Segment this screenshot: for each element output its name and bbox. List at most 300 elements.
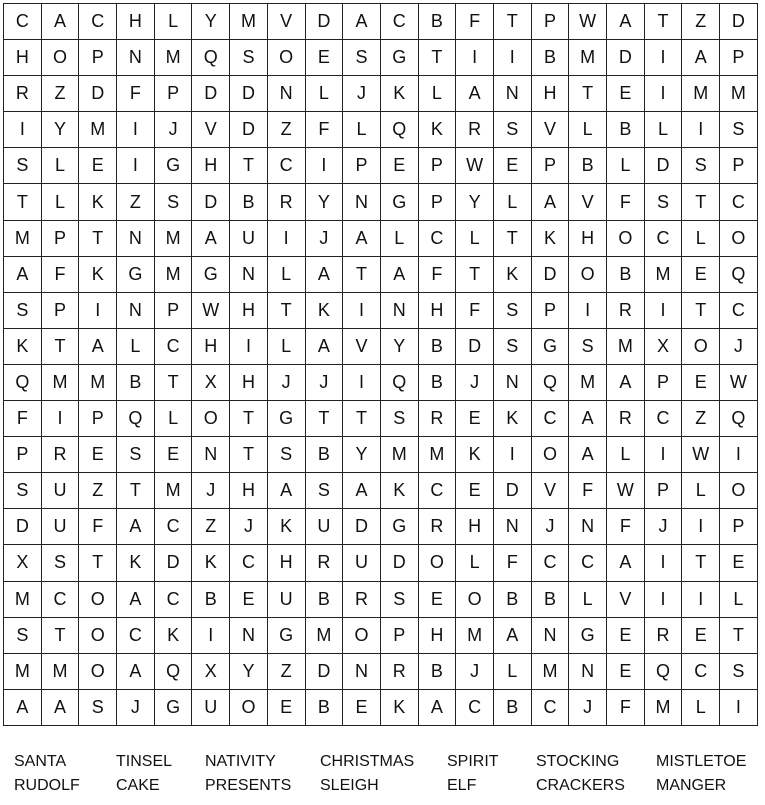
- grid-cell[interactable]: M: [569, 365, 607, 401]
- grid-cell[interactable]: N: [230, 618, 268, 654]
- grid-cell[interactable]: S: [494, 329, 532, 365]
- grid-cell[interactable]: J: [192, 473, 230, 509]
- grid-cell[interactable]: O: [79, 618, 117, 654]
- grid-cell[interactable]: Y: [192, 4, 230, 40]
- grid-cell[interactable]: N: [494, 365, 532, 401]
- grid-cell[interactable]: E: [268, 690, 306, 726]
- grid-cell[interactable]: C: [419, 221, 457, 257]
- grid-cell[interactable]: A: [532, 184, 570, 220]
- grid-cell[interactable]: P: [419, 148, 457, 184]
- grid-cell[interactable]: M: [4, 221, 42, 257]
- grid-cell[interactable]: M: [42, 365, 80, 401]
- grid-cell[interactable]: H: [230, 365, 268, 401]
- grid-cell[interactable]: V: [532, 473, 570, 509]
- grid-cell[interactable]: Q: [532, 365, 570, 401]
- grid-cell[interactable]: K: [192, 545, 230, 581]
- grid-cell[interactable]: G: [381, 40, 419, 76]
- grid-cell[interactable]: I: [569, 293, 607, 329]
- grid-cell[interactable]: M: [155, 221, 193, 257]
- grid-cell[interactable]: F: [4, 401, 42, 437]
- grid-cell[interactable]: F: [607, 690, 645, 726]
- grid-cell[interactable]: H: [117, 4, 155, 40]
- grid-cell[interactable]: S: [4, 473, 42, 509]
- grid-cell[interactable]: M: [155, 473, 193, 509]
- grid-cell[interactable]: C: [381, 4, 419, 40]
- grid-cell[interactable]: B: [419, 4, 457, 40]
- grid-cell[interactable]: A: [306, 329, 344, 365]
- grid-cell[interactable]: C: [456, 690, 494, 726]
- grid-cell[interactable]: S: [494, 293, 532, 329]
- grid-cell[interactable]: Q: [155, 654, 193, 690]
- grid-cell[interactable]: I: [230, 329, 268, 365]
- grid-cell[interactable]: X: [4, 545, 42, 581]
- grid-cell[interactable]: E: [607, 654, 645, 690]
- grid-cell[interactable]: I: [42, 401, 80, 437]
- grid-cell[interactable]: L: [645, 112, 683, 148]
- grid-cell[interactable]: T: [682, 545, 720, 581]
- grid-cell[interactable]: A: [117, 509, 155, 545]
- grid-cell[interactable]: A: [569, 401, 607, 437]
- grid-cell[interactable]: A: [682, 40, 720, 76]
- grid-cell[interactable]: C: [268, 148, 306, 184]
- grid-cell[interactable]: Q: [381, 112, 419, 148]
- grid-cell[interactable]: S: [117, 437, 155, 473]
- grid-cell[interactable]: R: [4, 76, 42, 112]
- grid-cell[interactable]: S: [720, 112, 758, 148]
- grid-cell[interactable]: K: [155, 618, 193, 654]
- grid-cell[interactable]: W: [569, 4, 607, 40]
- grid-cell[interactable]: D: [192, 76, 230, 112]
- grid-cell[interactable]: X: [192, 365, 230, 401]
- grid-cell[interactable]: L: [569, 582, 607, 618]
- grid-cell[interactable]: P: [419, 184, 457, 220]
- grid-cell[interactable]: A: [607, 545, 645, 581]
- grid-cell[interactable]: E: [79, 437, 117, 473]
- grid-cell[interactable]: R: [645, 618, 683, 654]
- grid-cell[interactable]: V: [268, 4, 306, 40]
- grid-cell[interactable]: M: [569, 40, 607, 76]
- grid-cell[interactable]: N: [381, 293, 419, 329]
- grid-cell[interactable]: R: [381, 654, 419, 690]
- grid-cell[interactable]: B: [306, 437, 344, 473]
- grid-cell[interactable]: K: [79, 184, 117, 220]
- grid-cell[interactable]: S: [42, 545, 80, 581]
- grid-cell[interactable]: J: [117, 690, 155, 726]
- grid-cell[interactable]: T: [494, 221, 532, 257]
- grid-cell[interactable]: B: [306, 582, 344, 618]
- grid-cell[interactable]: P: [720, 148, 758, 184]
- grid-cell[interactable]: M: [4, 654, 42, 690]
- grid-cell[interactable]: W: [682, 437, 720, 473]
- grid-cell[interactable]: R: [419, 401, 457, 437]
- grid-cell[interactable]: Q: [645, 654, 683, 690]
- grid-cell[interactable]: E: [682, 257, 720, 293]
- grid-cell[interactable]: B: [569, 148, 607, 184]
- grid-cell[interactable]: L: [155, 401, 193, 437]
- grid-cell[interactable]: H: [230, 293, 268, 329]
- grid-cell[interactable]: A: [381, 257, 419, 293]
- grid-cell[interactable]: M: [155, 257, 193, 293]
- grid-cell[interactable]: D: [306, 4, 344, 40]
- grid-cell[interactable]: H: [569, 221, 607, 257]
- grid-cell[interactable]: I: [117, 112, 155, 148]
- grid-cell[interactable]: O: [268, 40, 306, 76]
- grid-cell[interactable]: Q: [192, 40, 230, 76]
- grid-cell[interactable]: O: [79, 654, 117, 690]
- grid-cell[interactable]: V: [607, 582, 645, 618]
- grid-cell[interactable]: F: [42, 257, 80, 293]
- grid-cell[interactable]: C: [117, 618, 155, 654]
- grid-cell[interactable]: A: [343, 473, 381, 509]
- grid-cell[interactable]: H: [4, 40, 42, 76]
- grid-cell[interactable]: T: [4, 184, 42, 220]
- grid-cell[interactable]: E: [79, 148, 117, 184]
- grid-cell[interactable]: T: [494, 4, 532, 40]
- grid-cell[interactable]: Q: [720, 257, 758, 293]
- grid-cell[interactable]: M: [607, 329, 645, 365]
- grid-cell[interactable]: E: [456, 401, 494, 437]
- grid-cell[interactable]: I: [682, 509, 720, 545]
- grid-cell[interactable]: I: [645, 293, 683, 329]
- grid-cell[interactable]: R: [419, 509, 457, 545]
- grid-cell[interactable]: C: [532, 545, 570, 581]
- grid-cell[interactable]: J: [268, 365, 306, 401]
- grid-cell[interactable]: T: [456, 257, 494, 293]
- grid-cell[interactable]: H: [230, 473, 268, 509]
- grid-cell[interactable]: P: [155, 76, 193, 112]
- grid-cell[interactable]: D: [192, 184, 230, 220]
- grid-cell[interactable]: L: [569, 112, 607, 148]
- grid-cell[interactable]: J: [569, 690, 607, 726]
- grid-cell[interactable]: M: [230, 4, 268, 40]
- grid-cell[interactable]: B: [230, 184, 268, 220]
- grid-cell[interactable]: D: [306, 654, 344, 690]
- grid-cell[interactable]: B: [192, 582, 230, 618]
- grid-cell[interactable]: O: [607, 221, 645, 257]
- grid-cell[interactable]: C: [155, 582, 193, 618]
- grid-cell[interactable]: N: [117, 40, 155, 76]
- grid-cell[interactable]: F: [607, 509, 645, 545]
- grid-cell[interactable]: P: [42, 221, 80, 257]
- grid-cell[interactable]: N: [343, 654, 381, 690]
- grid-cell[interactable]: I: [343, 293, 381, 329]
- grid-cell[interactable]: T: [645, 4, 683, 40]
- grid-cell[interactable]: F: [607, 184, 645, 220]
- grid-cell[interactable]: P: [4, 437, 42, 473]
- grid-cell[interactable]: M: [419, 437, 457, 473]
- grid-cell[interactable]: T: [720, 618, 758, 654]
- grid-cell[interactable]: I: [682, 112, 720, 148]
- grid-cell[interactable]: H: [456, 509, 494, 545]
- grid-cell[interactable]: R: [268, 184, 306, 220]
- grid-cell[interactable]: G: [381, 184, 419, 220]
- grid-cell[interactable]: P: [532, 4, 570, 40]
- grid-cell[interactable]: T: [230, 148, 268, 184]
- grid-cell[interactable]: C: [155, 329, 193, 365]
- grid-cell[interactable]: D: [230, 112, 268, 148]
- grid-cell[interactable]: L: [42, 148, 80, 184]
- grid-cell[interactable]: Q: [4, 365, 42, 401]
- grid-cell[interactable]: A: [343, 221, 381, 257]
- grid-cell[interactable]: U: [42, 509, 80, 545]
- grid-cell[interactable]: L: [456, 545, 494, 581]
- grid-cell[interactable]: Z: [192, 509, 230, 545]
- grid-cell[interactable]: L: [343, 112, 381, 148]
- grid-cell[interactable]: A: [607, 4, 645, 40]
- grid-cell[interactable]: M: [645, 690, 683, 726]
- grid-cell[interactable]: C: [720, 184, 758, 220]
- grid-cell[interactable]: S: [381, 582, 419, 618]
- grid-cell[interactable]: S: [230, 40, 268, 76]
- grid-cell[interactable]: N: [532, 618, 570, 654]
- grid-cell[interactable]: L: [419, 76, 457, 112]
- grid-cell[interactable]: E: [230, 582, 268, 618]
- grid-cell[interactable]: B: [494, 690, 532, 726]
- grid-cell[interactable]: J: [343, 76, 381, 112]
- grid-cell[interactable]: G: [569, 618, 607, 654]
- grid-cell[interactable]: G: [117, 257, 155, 293]
- grid-cell[interactable]: K: [494, 257, 532, 293]
- grid-cell[interactable]: I: [268, 221, 306, 257]
- grid-cell[interactable]: E: [607, 618, 645, 654]
- grid-cell[interactable]: F: [456, 4, 494, 40]
- grid-cell[interactable]: P: [42, 293, 80, 329]
- grid-cell[interactable]: S: [381, 401, 419, 437]
- grid-cell[interactable]: K: [456, 437, 494, 473]
- grid-cell[interactable]: A: [456, 76, 494, 112]
- grid-cell[interactable]: O: [343, 618, 381, 654]
- grid-cell[interactable]: N: [569, 654, 607, 690]
- grid-cell[interactable]: T: [79, 221, 117, 257]
- grid-cell[interactable]: P: [155, 293, 193, 329]
- grid-cell[interactable]: M: [682, 76, 720, 112]
- grid-cell[interactable]: V: [192, 112, 230, 148]
- grid-cell[interactable]: D: [532, 257, 570, 293]
- grid-cell[interactable]: P: [79, 401, 117, 437]
- grid-cell[interactable]: E: [419, 582, 457, 618]
- grid-cell[interactable]: S: [79, 690, 117, 726]
- grid-cell[interactable]: K: [381, 473, 419, 509]
- grid-cell[interactable]: A: [42, 4, 80, 40]
- grid-cell[interactable]: Q: [117, 401, 155, 437]
- grid-cell[interactable]: Q: [720, 401, 758, 437]
- grid-cell[interactable]: N: [569, 509, 607, 545]
- grid-cell[interactable]: K: [268, 509, 306, 545]
- grid-cell[interactable]: A: [192, 221, 230, 257]
- grid-cell[interactable]: F: [117, 76, 155, 112]
- grid-cell[interactable]: P: [532, 293, 570, 329]
- grid-cell[interactable]: S: [569, 329, 607, 365]
- grid-cell[interactable]: U: [268, 582, 306, 618]
- grid-cell[interactable]: U: [42, 473, 80, 509]
- grid-cell[interactable]: K: [494, 401, 532, 437]
- grid-cell[interactable]: L: [720, 582, 758, 618]
- grid-cell[interactable]: H: [419, 293, 457, 329]
- grid-cell[interactable]: K: [117, 545, 155, 581]
- grid-cell[interactable]: H: [192, 329, 230, 365]
- grid-cell[interactable]: H: [268, 545, 306, 581]
- grid-cell[interactable]: R: [607, 401, 645, 437]
- grid-cell[interactable]: N: [117, 221, 155, 257]
- grid-cell[interactable]: P: [720, 40, 758, 76]
- grid-cell[interactable]: D: [494, 473, 532, 509]
- grid-cell[interactable]: L: [607, 437, 645, 473]
- grid-cell[interactable]: S: [4, 293, 42, 329]
- grid-cell[interactable]: P: [532, 148, 570, 184]
- grid-cell[interactable]: D: [230, 76, 268, 112]
- grid-cell[interactable]: O: [720, 221, 758, 257]
- grid-cell[interactable]: N: [268, 76, 306, 112]
- grid-cell[interactable]: C: [720, 293, 758, 329]
- grid-cell[interactable]: J: [645, 509, 683, 545]
- grid-cell[interactable]: P: [645, 473, 683, 509]
- grid-cell[interactable]: H: [192, 148, 230, 184]
- grid-cell[interactable]: T: [117, 473, 155, 509]
- grid-cell[interactable]: E: [456, 473, 494, 509]
- grid-cell[interactable]: O: [192, 401, 230, 437]
- grid-cell[interactable]: G: [268, 401, 306, 437]
- grid-cell[interactable]: L: [42, 184, 80, 220]
- grid-cell[interactable]: G: [268, 618, 306, 654]
- grid-cell[interactable]: M: [532, 654, 570, 690]
- grid-cell[interactable]: M: [381, 437, 419, 473]
- grid-cell[interactable]: T: [306, 401, 344, 437]
- grid-cell[interactable]: M: [4, 582, 42, 618]
- grid-cell[interactable]: A: [42, 690, 80, 726]
- grid-cell[interactable]: A: [79, 329, 117, 365]
- grid-cell[interactable]: D: [79, 76, 117, 112]
- grid-cell[interactable]: I: [494, 40, 532, 76]
- grid-cell[interactable]: L: [117, 329, 155, 365]
- grid-cell[interactable]: T: [343, 257, 381, 293]
- grid-cell[interactable]: D: [155, 545, 193, 581]
- grid-cell[interactable]: S: [682, 148, 720, 184]
- grid-cell[interactable]: F: [306, 112, 344, 148]
- grid-cell[interactable]: X: [192, 654, 230, 690]
- grid-cell[interactable]: C: [532, 401, 570, 437]
- grid-cell[interactable]: K: [306, 293, 344, 329]
- grid-cell[interactable]: W: [456, 148, 494, 184]
- grid-cell[interactable]: N: [117, 293, 155, 329]
- grid-cell[interactable]: Z: [117, 184, 155, 220]
- grid-cell[interactable]: A: [117, 654, 155, 690]
- grid-cell[interactable]: B: [532, 40, 570, 76]
- grid-cell[interactable]: G: [155, 690, 193, 726]
- grid-cell[interactable]: B: [607, 112, 645, 148]
- grid-cell[interactable]: G: [155, 148, 193, 184]
- grid-cell[interactable]: O: [79, 582, 117, 618]
- grid-cell[interactable]: M: [720, 76, 758, 112]
- grid-cell[interactable]: G: [381, 509, 419, 545]
- grid-cell[interactable]: I: [720, 437, 758, 473]
- grid-cell[interactable]: J: [720, 329, 758, 365]
- grid-cell[interactable]: R: [42, 437, 80, 473]
- grid-cell[interactable]: L: [155, 4, 193, 40]
- grid-cell[interactable]: P: [645, 365, 683, 401]
- grid-cell[interactable]: S: [268, 437, 306, 473]
- grid-cell[interactable]: T: [42, 329, 80, 365]
- grid-cell[interactable]: J: [155, 112, 193, 148]
- grid-cell[interactable]: B: [419, 329, 457, 365]
- grid-cell[interactable]: B: [419, 654, 457, 690]
- grid-cell[interactable]: L: [306, 76, 344, 112]
- grid-cell[interactable]: C: [645, 401, 683, 437]
- grid-cell[interactable]: B: [494, 582, 532, 618]
- grid-cell[interactable]: A: [306, 257, 344, 293]
- grid-cell[interactable]: F: [456, 293, 494, 329]
- grid-cell[interactable]: R: [343, 582, 381, 618]
- grid-cell[interactable]: D: [645, 148, 683, 184]
- grid-cell[interactable]: E: [155, 437, 193, 473]
- grid-cell[interactable]: S: [645, 184, 683, 220]
- grid-cell[interactable]: K: [381, 690, 419, 726]
- grid-cell[interactable]: S: [4, 618, 42, 654]
- grid-cell[interactable]: C: [155, 509, 193, 545]
- grid-cell[interactable]: E: [682, 365, 720, 401]
- grid-cell[interactable]: W: [720, 365, 758, 401]
- grid-cell[interactable]: H: [532, 76, 570, 112]
- grid-cell[interactable]: O: [682, 329, 720, 365]
- grid-cell[interactable]: W: [607, 473, 645, 509]
- grid-cell[interactable]: Z: [682, 401, 720, 437]
- grid-cell[interactable]: D: [607, 40, 645, 76]
- grid-cell[interactable]: F: [494, 545, 532, 581]
- grid-cell[interactable]: A: [117, 582, 155, 618]
- grid-cell[interactable]: I: [456, 40, 494, 76]
- grid-cell[interactable]: T: [343, 401, 381, 437]
- grid-cell[interactable]: J: [230, 509, 268, 545]
- grid-cell[interactable]: U: [306, 509, 344, 545]
- grid-cell[interactable]: T: [569, 76, 607, 112]
- grid-cell[interactable]: D: [4, 509, 42, 545]
- grid-cell[interactable]: A: [343, 4, 381, 40]
- grid-cell[interactable]: I: [4, 112, 42, 148]
- grid-cell[interactable]: U: [343, 545, 381, 581]
- grid-cell[interactable]: M: [306, 618, 344, 654]
- grid-cell[interactable]: N: [343, 184, 381, 220]
- grid-cell[interactable]: T: [42, 618, 80, 654]
- grid-cell[interactable]: E: [682, 618, 720, 654]
- grid-cell[interactable]: H: [419, 618, 457, 654]
- grid-cell[interactable]: L: [456, 221, 494, 257]
- grid-cell[interactable]: K: [79, 257, 117, 293]
- grid-cell[interactable]: D: [720, 4, 758, 40]
- grid-cell[interactable]: I: [306, 148, 344, 184]
- grid-cell[interactable]: G: [192, 257, 230, 293]
- grid-cell[interactable]: T: [419, 40, 457, 76]
- grid-cell[interactable]: Z: [268, 112, 306, 148]
- grid-cell[interactable]: Z: [42, 76, 80, 112]
- grid-cell[interactable]: K: [4, 329, 42, 365]
- grid-cell[interactable]: C: [682, 654, 720, 690]
- grid-cell[interactable]: L: [268, 329, 306, 365]
- grid-cell[interactable]: C: [79, 4, 117, 40]
- grid-cell[interactable]: T: [682, 293, 720, 329]
- grid-cell[interactable]: Z: [79, 473, 117, 509]
- grid-cell[interactable]: R: [456, 112, 494, 148]
- grid-cell[interactable]: I: [117, 148, 155, 184]
- grid-cell[interactable]: P: [381, 618, 419, 654]
- grid-cell[interactable]: U: [192, 690, 230, 726]
- grid-cell[interactable]: I: [645, 40, 683, 76]
- grid-cell[interactable]: A: [419, 690, 457, 726]
- grid-cell[interactable]: T: [230, 401, 268, 437]
- grid-cell[interactable]: O: [42, 40, 80, 76]
- grid-cell[interactable]: I: [645, 582, 683, 618]
- grid-cell[interactable]: V: [343, 329, 381, 365]
- grid-cell[interactable]: C: [645, 221, 683, 257]
- grid-cell[interactable]: S: [343, 40, 381, 76]
